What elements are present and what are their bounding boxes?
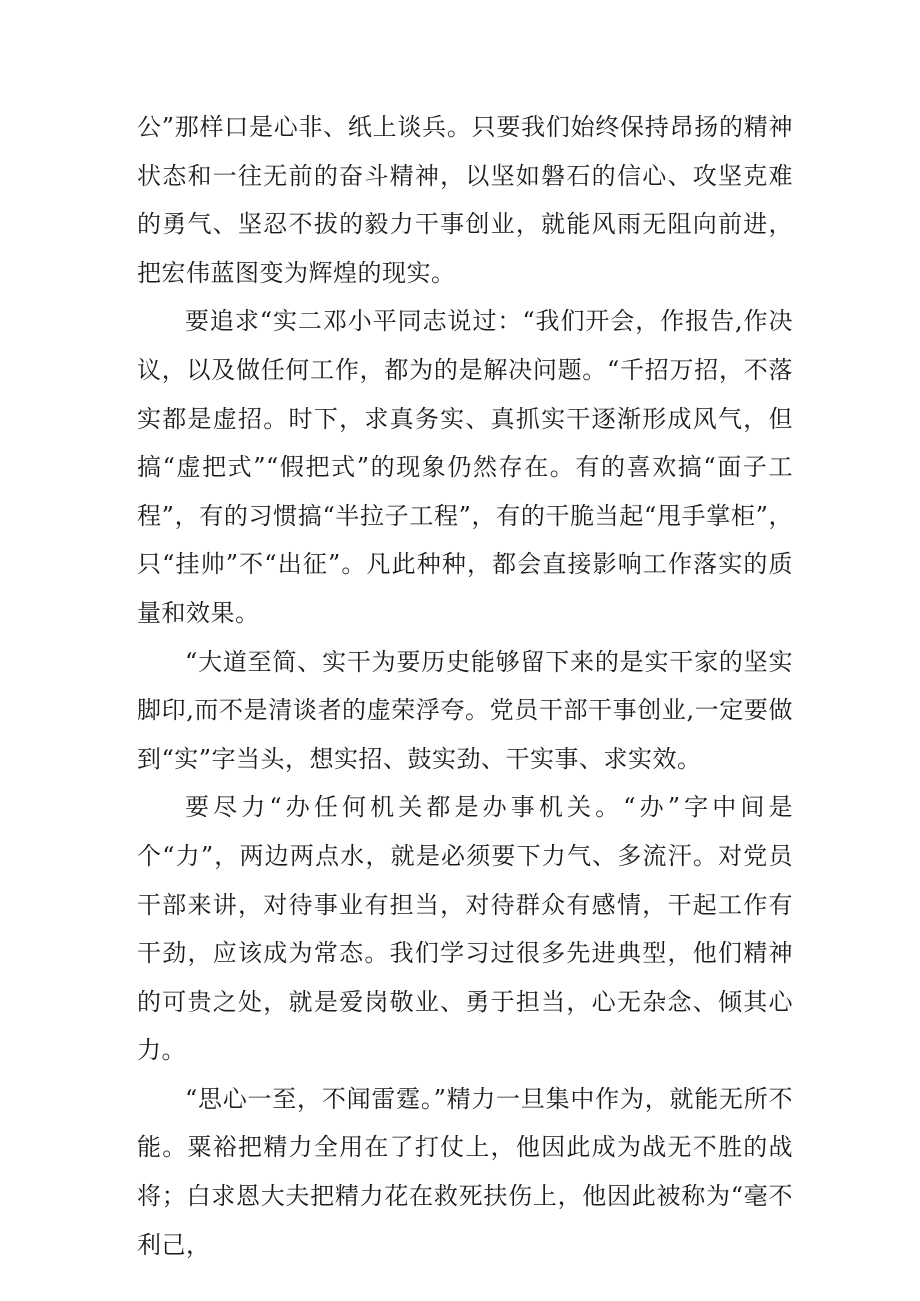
body-text	[137, 103, 793, 1269]
paragraph-5: “思心一至，不闻雷霆。”精力一旦集中作为，就能无所不能。粟裕把精力全用在了打仗上，他因此成为战无不胜的战将；白求恩大夫把精力花在救死扶伤上，他因此被称为“毫不利己，	[137, 1084, 793, 1259]
paragraph-1: 公”那样口是心非、纸上谈兵。只要我们始终保持昂扬的精神状态和一往无前的奋斗精神，以坚如磐石的信心、攻坚克难的勇气、坚忍不拔的毅力干事创业，就能风雨无阻向前进，把宏伟蓝图变为辉煌的现实。	[137, 113, 793, 287]
paragraph-2: 要追求“实二邓小平同志说过：“我们开会，作报告,作决议，以及做任何工作，都为的是解决问题。“千招万招，不落实都是虚招。时下，求真务实、真抓实干逐渐形成风气，但搞“虚把式”“假把式”的现象仍然存在。有的喜欢搞“面子工程”，有的习惯搞“半拉子工程”，有的干脆当起“甩手掌柜”，只“挂帅”不“出征”。凡此种种，都会直接影响工作落实的质量和效果。	[137, 307, 793, 627]
paragraph-3: “大道至简、实干为要历史能够留下来的是实干家的坚实脚印,而不是清谈者的虚荣浮夸。党员干部干事创业,一定要做到“实”字当头，想实招、鼓实劲、干实事、求实效。	[137, 647, 793, 773]
paragraph-4: 要尽力“办任何机关都是办事机关。“办”字中间是个“力”，两边两点水，就是必须要下力气、多流汗。对党员干部来讲，对待事业有担当，对待群众有感情，干起工作有干劲，应该成为常态。我们学习过很多先进典型，他们精神的可贵之处，就是爱岗敬业、勇于担当，心无杂念、倾其心力。	[137, 793, 793, 1065]
